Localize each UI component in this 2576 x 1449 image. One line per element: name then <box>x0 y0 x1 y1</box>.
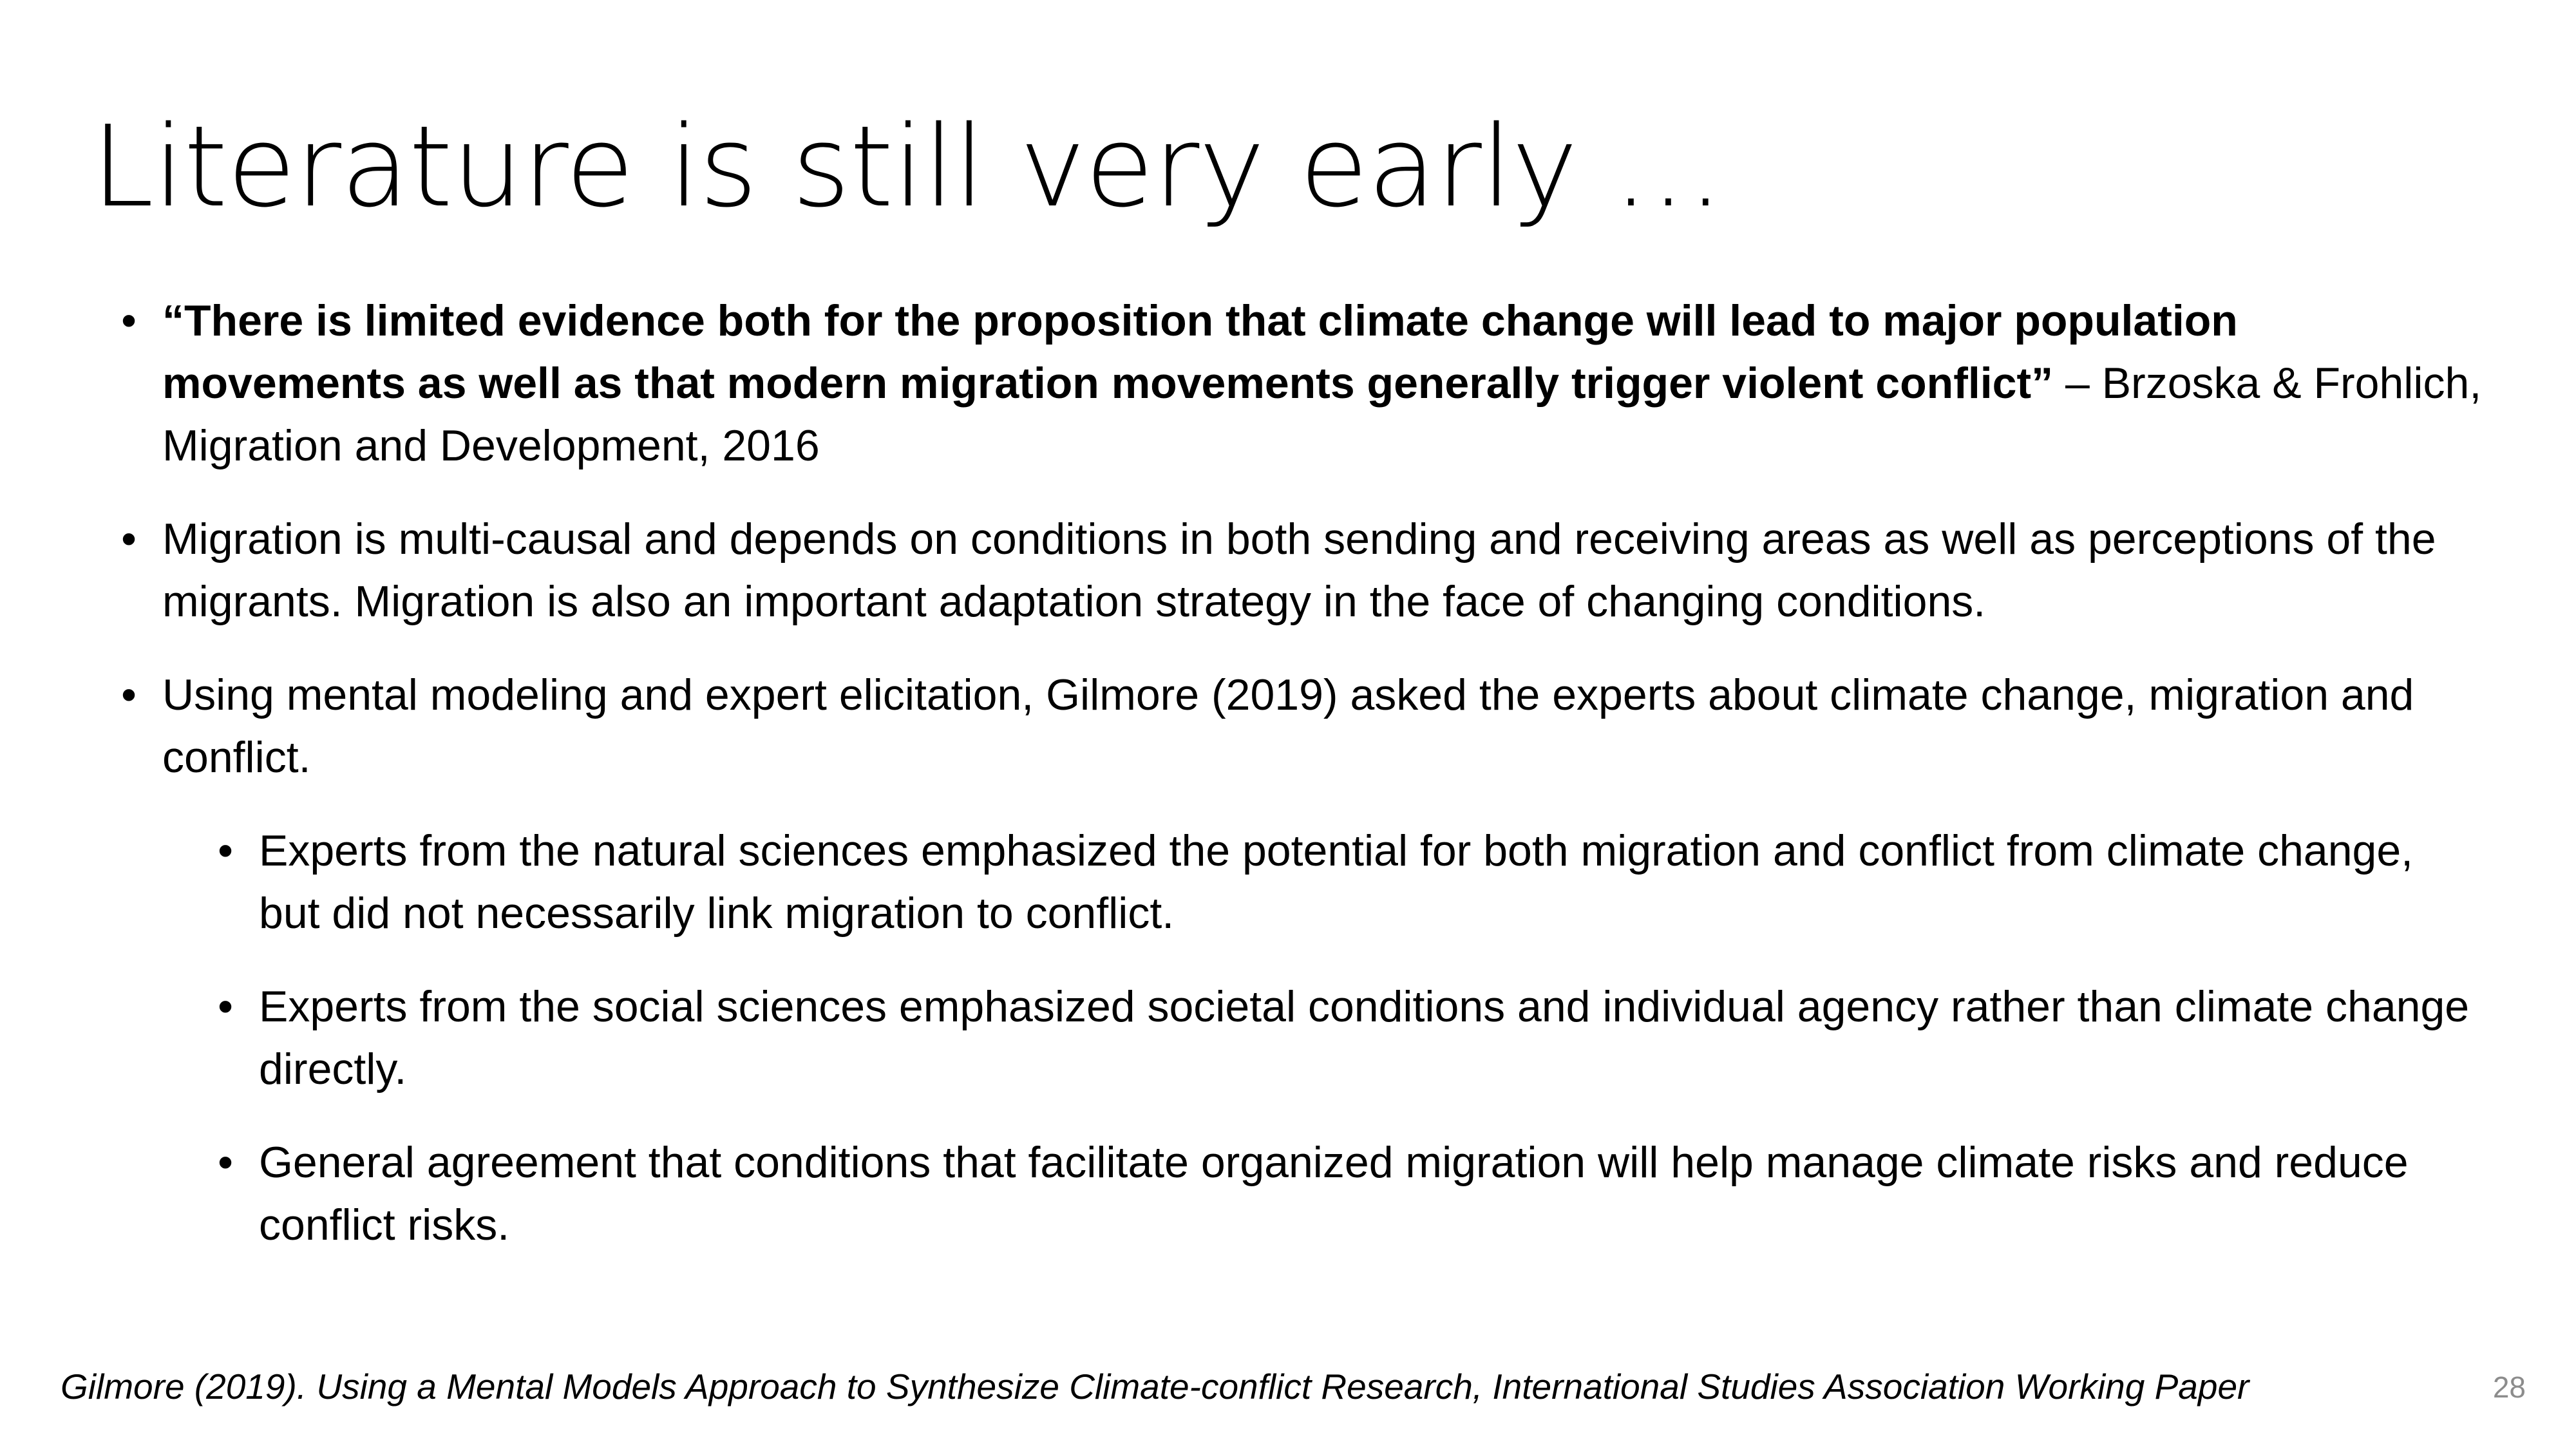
bullet-item-gilmore <box>116 664 2486 789</box>
bullet-marker: • <box>121 670 137 719</box>
bullet-list <box>116 290 2486 1287</box>
sub-bullet-text: General agreement that conditions that facilitate organized migration will help manage climate risks and reduce conflict risks. <box>259 1138 2409 1249</box>
sub-bullet-text: Experts from the natural sciences emphasized the potential for both migration and conflict from climate change, but did not necessarily link migration to conflict. <box>259 826 2414 938</box>
bullet-quote-text: “There is limited evidence both for the proposition that climate change will lead to major population movements as well as that modern migration movements generally trigger violent conflict” <box>162 296 2238 408</box>
sub-bullet-text: Experts from the social sciences emphasized societal conditions and individual agency rather than climate change directly. <box>259 982 2470 1094</box>
page-number: 28 <box>2492 1370 2526 1404</box>
sub-bullet-marker: • <box>218 826 233 875</box>
sub-bullet-marker: • <box>218 1138 233 1187</box>
slide-title: Literature is still very early … <box>91 102 1724 232</box>
bullet-text: Migration is multi-causal and depends on conditions in both sending and receiving areas as well as perceptions of the migrants. Migration is also an important adaptation strategy in the face of changing conditions. <box>162 515 2436 626</box>
bullet-item-multicausal <box>116 508 2486 633</box>
bullet-item-quote <box>116 290 2486 477</box>
sub-bullet-social-sciences <box>213 976 2486 1101</box>
sub-bullet-marker: • <box>218 982 233 1031</box>
bullet-marker: • <box>121 296 137 345</box>
bullet-quote-citation: – Brzoska & Frohlich, Migration and Development, 2016 <box>162 359 2482 470</box>
sub-bullet-general-agreement <box>213 1132 2486 1256</box>
sub-bullet-natural-sciences <box>213 820 2486 945</box>
bullet-text: Using mental modeling and expert elicitation, Gilmore (2019) asked the experts about climate change, migration and conflict. <box>162 670 2414 782</box>
footnote-citation: Gilmore (2019). Using a Mental Models Approach to Synthesize Climate-conflict Research, International Studies Association Working Paper <box>61 1367 2249 1406</box>
bullet-marker: • <box>121 515 137 564</box>
